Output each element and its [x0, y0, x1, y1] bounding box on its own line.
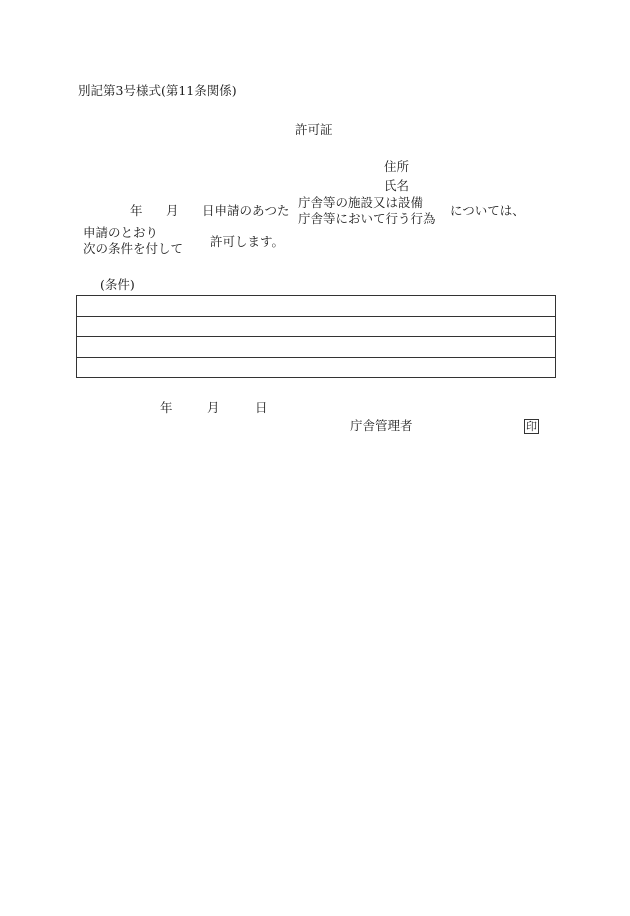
issuer-title: 庁舎管理者 [350, 418, 413, 433]
condition-cell[interactable] [77, 337, 556, 358]
regarding-text: については、 [450, 203, 525, 218]
address-label: 住所 [384, 159, 410, 174]
condition-row [77, 316, 556, 337]
facility-option-line-2: 庁舎等において行う行為 [298, 211, 436, 226]
document-title: 許可証 [295, 122, 333, 137]
condition-cell[interactable] [77, 316, 556, 337]
conditions-heading: (条件) [100, 277, 135, 292]
issue-day-label: 日 [255, 400, 268, 415]
seal-mark: 印 [526, 420, 537, 433]
approval-text: 許可します。 [210, 234, 285, 249]
name-label: 氏名 [384, 178, 410, 193]
condition-cell[interactable] [77, 357, 556, 378]
issue-month-label: 月 [207, 400, 220, 415]
application-month-label: 月 [166, 203, 179, 218]
facility-option-line-1: 庁舎等の施設又は設備 [298, 195, 424, 210]
application-day-label: 日申請のあつた [202, 203, 290, 218]
form-reference: 別記第3号様式(第11条関係) [78, 83, 237, 98]
condition-cell[interactable] [77, 296, 556, 317]
conditions-table [76, 295, 556, 378]
issue-year-label: 年 [160, 400, 173, 415]
condition-row [77, 337, 556, 358]
application-year-label: 年 [130, 203, 143, 218]
as-applied-option-2: 次の条件を付して [83, 241, 184, 256]
condition-row [77, 296, 556, 317]
condition-row [77, 357, 556, 378]
as-applied-option-1: 申請のとおり [83, 225, 159, 240]
